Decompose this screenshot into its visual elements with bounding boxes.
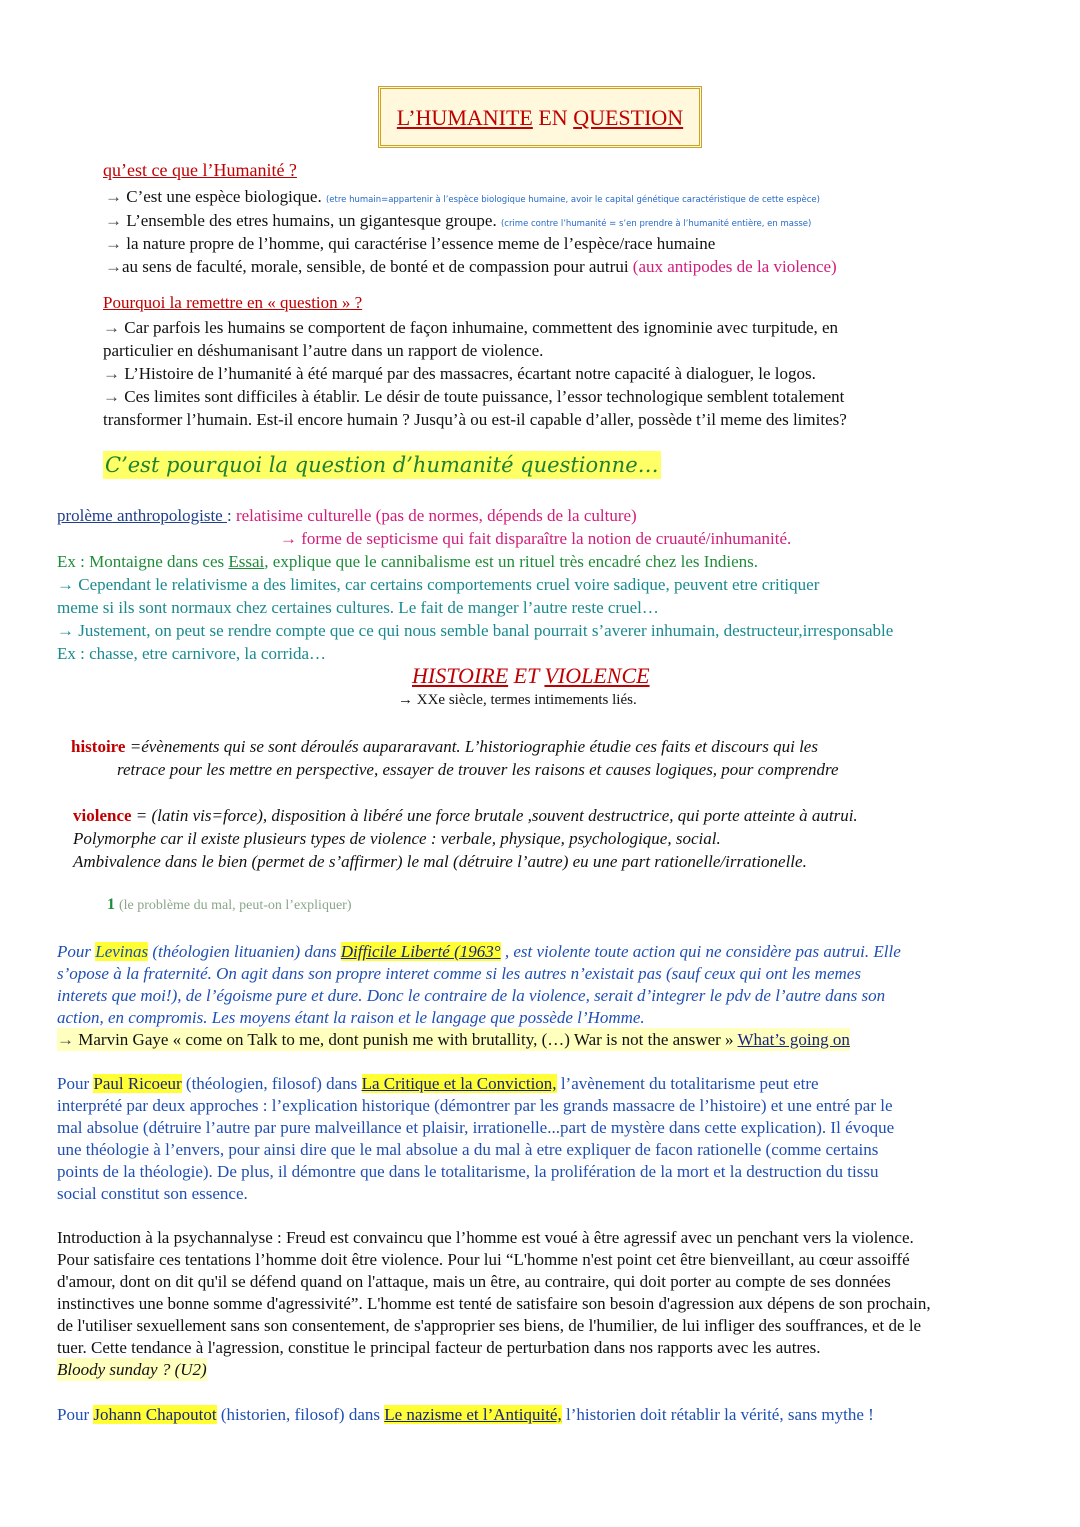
arrow-icon: → xyxy=(105,187,122,206)
line-text: = (latin vis=force), disposition à libéré une force brutale ,souvent destructrice, qui porte atteinte à autrui. xyxy=(131,806,858,825)
line-text: (historien, filosof) dans xyxy=(216,1405,385,1424)
term-label: histoire xyxy=(71,737,126,756)
line-text: L’Histoire de l’humanité à été marqué par des massacres, écartant notre capacité à dialoguer, le logos. xyxy=(124,364,816,383)
title-part: EN xyxy=(532,105,574,130)
anthro-colon: : xyxy=(226,506,232,525)
item-text: la nature propre de l’homme, qui caractérise l’essence meme de l’espèce/race humaine xyxy=(126,234,716,253)
number: 1 xyxy=(107,896,115,913)
item-note: (aux antipodes de la violence) xyxy=(632,257,837,276)
paragraph-line: particulier en déshumanisant l’autre dans un rapport de violence. xyxy=(103,341,544,360)
arrow-icon: → xyxy=(57,621,74,640)
book-title: Difficile Liberté (1963° xyxy=(340,942,501,961)
list-item xyxy=(105,232,715,255)
definition-violence: Polymorphe car il existe plusieurs types de violence : verbale, physique, psychologique, social. xyxy=(73,829,721,848)
line-text: l’historien doit rétablir la vérité, sans mythe ! xyxy=(561,1405,874,1424)
line-text: Car parfois les humains se comportent de façon inhumaine, commettent des ignominie avec turpitude, en xyxy=(124,318,839,337)
book-title: Essai xyxy=(228,552,265,571)
paragraph-ricoeur: points de la théologie). De plus, il démontre que dans le totalitarisme, la prolifération de la mort et la destruction du tissu xyxy=(57,1162,879,1181)
paragraph-levinas xyxy=(57,940,901,963)
anthro-line: meme si ils sont normaux chez certaines cultures. Le fait de manger l’autre reste cruel… xyxy=(57,598,659,617)
anthro-line xyxy=(57,573,819,596)
arrow-icon: → xyxy=(105,211,122,230)
line-text: =évènements qui se sont déroulés aupararavant. L’historiographie étudie ces faits et discours qui les xyxy=(125,737,818,756)
paragraph-line: transformer l’humain. Est-il encore humain ? Jusqu’à ou est-il capable d’aller, possède t’il meme des limites? xyxy=(103,410,847,429)
line-text: Pour xyxy=(57,1074,94,1093)
item-note: (etre humain=appartenir à l’espèce biologique humaine, avoir le capital génétique caractéristique de cette espèce) xyxy=(325,195,820,205)
line-text: , est violente toute action qui ne considère pas autrui. Elle xyxy=(500,942,901,961)
line-text: , explique que le cannibalisme est un rituel très encadré chez les Indiens. xyxy=(264,552,759,571)
section-subtitle: (le problème du mal, peut-on l’expliquer) xyxy=(119,898,352,913)
arrow-icon: → xyxy=(398,692,413,708)
line-text: Justement, on peut se rendre compte que ce qui nous semble banal pourrait s’averer inhumain, destructeur,irresponsable xyxy=(78,621,894,640)
paragraph-ricoeur: une théologie à l’envers, pour ainsi dire que le mal absolue a du mal à etre expliquer de facon rationelle (comme certains xyxy=(57,1140,879,1159)
anthro-line xyxy=(57,619,893,642)
section-heading-question: Pourquoi la remettre en « question » ? xyxy=(103,293,363,312)
bloody-sunday-note: Bloody sunday ? (U2) xyxy=(57,1360,207,1379)
arrow-icon: → xyxy=(57,1030,74,1049)
definition-violence xyxy=(73,804,858,827)
term-label: violence xyxy=(73,806,132,825)
title-part: L’HUMANITE xyxy=(396,105,533,130)
paragraph-ricoeur xyxy=(57,1072,819,1095)
book-title: Le nazisme et l’Antiquité, xyxy=(384,1405,562,1424)
line-text: Pour xyxy=(57,942,96,961)
anthro-label: prolème anthropologiste xyxy=(57,506,227,525)
paragraph-line xyxy=(103,316,838,339)
list-item xyxy=(105,255,837,278)
anthro-line xyxy=(57,550,758,573)
paragraph-line xyxy=(103,362,816,385)
arrow-icon: → xyxy=(105,234,122,253)
anthro-relativism: relatisime culturelle (pas de normes, dépends de la culture) xyxy=(231,506,637,525)
line-text: (théologien lituanien) dans xyxy=(148,942,341,961)
paragraph-ricoeur: mal absolue (détruire l’autre par pure malveillance et plaisir, irrationelle...part de mystère dans cette explication). Il évoque xyxy=(57,1118,895,1137)
line-text: forme de septicisme qui fait disparaître la notion de cruauté/inhumanité. xyxy=(301,529,792,548)
paragraph-levinas: action, en compromis. Les moyens étant la raison et le langage que possède l’Homme. xyxy=(57,1008,645,1027)
anthro-line xyxy=(57,504,637,527)
heading-part: HISTOIRE xyxy=(412,663,509,688)
paragraph-chapoutot xyxy=(57,1403,874,1426)
paragraph-line xyxy=(103,385,844,408)
definition-violence: Ambivalence dans le bien (permet de s’affirmer) le mal (détruire l’autre) eu une part rationelle/irrationelle. xyxy=(73,852,807,871)
arrow-icon: → xyxy=(103,387,120,406)
paragraph-freud: tuer. Cette tendance à l'agression, constitue le principal facteur de perturbation dans nos rapports avec les autres. xyxy=(57,1338,821,1357)
title-box xyxy=(378,86,702,148)
item-note: (crime contre l’humanité = s’en prendre à l’humanité entière, en masse) xyxy=(500,219,812,229)
paragraph-freud: Introduction à la psychannalyse : Freud est convaincu que l’homme est voué à être agressif avec un penchant vers la violence. xyxy=(57,1228,914,1247)
line-text: XXe siècle, termes intimements liés. xyxy=(416,692,637,708)
arrow-icon: → xyxy=(57,575,74,594)
definition-histoire xyxy=(71,735,818,758)
line-text: (théologien, filosof) dans xyxy=(181,1074,362,1093)
section-subheading xyxy=(398,692,637,709)
arrow-icon: → xyxy=(280,529,297,548)
item-text: C’est une espèce biologique. xyxy=(126,187,322,206)
heading-part: VIOLENCE xyxy=(544,663,650,688)
paragraph-ricoeur: social constitut son essence. xyxy=(57,1184,248,1203)
line-text: Pour xyxy=(57,1405,94,1424)
section-heading-histoire-violence xyxy=(412,663,650,689)
anthro-line xyxy=(280,527,791,550)
heading-part: ET xyxy=(508,663,545,688)
item-text: au sens de faculté, morale, sensible, de bonté et de compassion pour autrui xyxy=(122,257,629,276)
author-name: Johann Chapoutot xyxy=(93,1405,217,1424)
line-text: Ces limites sont difficiles à établir. Le désir de toute puissance, l’essor technologique semblent totalement xyxy=(124,387,845,406)
song-title: What’s going on xyxy=(737,1030,850,1049)
paragraph-ricoeur: interprété par deux approches : l’explication historique (démontrer par les grands massacre de l’histoire) et une entré par le xyxy=(57,1096,893,1115)
arrow-icon: → xyxy=(103,364,120,383)
section-heading-humanite: qu’est ce que l’Humanité ? xyxy=(103,160,297,180)
book-title: La Critique et la Conviction, xyxy=(361,1074,557,1093)
highlight-banner: C’est pourquoi la question d’humanité questionne… xyxy=(105,453,659,477)
paragraph-freud: d'amour, dont on dit qu'il se défend quand on l'attaque, mais un être, au contraire, qui doit porter au compte de ses données xyxy=(57,1272,891,1291)
author-name: Levinas xyxy=(95,942,149,961)
line-text: l’avènement du totalitarisme peut etre xyxy=(556,1074,819,1093)
paragraph-levinas: interets que moi!), de l’égoisme pure et dure. Donc le contraire de la violence, serait d’integrer le pdv de l’autre dans son xyxy=(57,986,886,1005)
line-text: Ex : Montaigne dans ces xyxy=(57,552,229,571)
paragraph-levinas: s’opose à la fraternité. On agit dans son propre interet comme si les autres n’existait pas (sauf ceux qui ont les memes xyxy=(57,964,861,983)
page-title xyxy=(381,105,699,131)
title-part: QUESTION xyxy=(573,105,684,130)
arrow-icon: → xyxy=(105,257,122,276)
quote-text: Marvin Gaye « come on Talk to me, dont punish me with brutallity, (…) War is not the answer » xyxy=(78,1030,738,1049)
item-text: L’ensemble des etres humains, un gigantesque groupe. xyxy=(126,211,497,230)
anthro-line: Ex : chasse, etre carnivore, la corrida… xyxy=(57,644,327,663)
author-name: Paul Ricoeur xyxy=(93,1074,182,1093)
definition-histoire: retrace pour les mettre en perspective, essayer de trouver les raisons et causes logiques, pour comprendre xyxy=(117,760,839,779)
arrow-icon: → xyxy=(103,318,120,337)
quote-line xyxy=(57,1028,850,1051)
paragraph-freud: de l'utiliser sexuellement sans son consentement, de s'approprier ses biens, de l'humilier, de lui infliger des souffrances, et de le xyxy=(57,1316,922,1335)
line-text: Cependant le relativisme a des limites, car certains comportements cruel voire sadique, peuvent etre critiquer xyxy=(78,575,820,594)
paragraph-freud: instinctives une bonne somme d'agressivité”. L'homme est tenté de satisfaire son besoin d'agression aux dépens de son prochain, xyxy=(57,1294,931,1313)
list-item xyxy=(105,185,820,212)
section-number xyxy=(107,896,351,914)
paragraph-freud: Pour satisfaire ces tentations l’homme doit être violence. Pour lui “L'homme n'est point cet être bienveillant, au cœur assoiffé xyxy=(57,1250,910,1269)
